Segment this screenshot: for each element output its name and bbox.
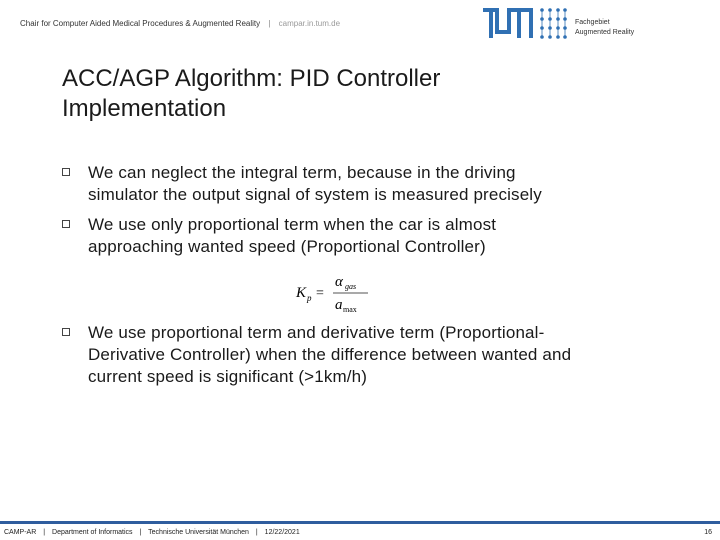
header-chair-line — [20, 19, 340, 28]
footer-org: CAMP-AR — [4, 529, 37, 536]
formula-numerator-subscript: gas — [345, 282, 357, 291]
bullet-marker-icon — [62, 220, 70, 228]
footer-date: 12/22/2021 — [264, 529, 300, 536]
footer — [4, 529, 300, 536]
bullet-line: We use proportional term and derivative term (Proportional- — [88, 323, 545, 342]
formula-lhs-subscript: p — [307, 293, 312, 303]
bullet-marker-icon — [62, 168, 70, 176]
slide-title — [62, 64, 682, 124]
bullet-item — [62, 214, 662, 258]
footer-separator: | — [43, 529, 46, 536]
bullet-line: approaching wanted speed (Proportional Controller) — [88, 237, 486, 256]
header-separator: | — [268, 19, 271, 28]
fachgebiet-line-1: Fachgebiet — [575, 19, 610, 26]
slide-title-line-1: ACC/AGP Algorithm: PID Controller — [62, 65, 441, 92]
bullet-text — [88, 214, 662, 258]
bullet-line: current speed is significant (>1km/h) — [88, 367, 368, 386]
bullet-line: We can neglect the integral term, because in the driving — [88, 163, 516, 182]
formula-numerator: α — [335, 274, 343, 290]
footer-bar — [0, 521, 720, 524]
fachgebiet-logo-icon — [538, 6, 568, 42]
footer-university: Technische Universität München — [148, 529, 249, 536]
kp-formula — [290, 268, 380, 316]
chair-name: Chair for Computer Aided Medical Procedures & Augmented Reality — [20, 19, 261, 28]
formula-lhs: K — [296, 285, 307, 301]
footer-separator: | — [255, 529, 258, 536]
footer-department: Department of Informatics — [52, 529, 133, 536]
bullet-line: We use only proportional term when the car is almost — [88, 215, 497, 234]
fachgebiet-label — [575, 18, 634, 38]
slide-title-line-2: Implementation — [62, 95, 227, 122]
formula-denominator-subscript: max — [343, 305, 357, 314]
page-number: 16 — [704, 529, 712, 536]
formula-denominator: a — [335, 297, 343, 313]
bullet-text — [88, 162, 662, 206]
bullet-line: simulator the output signal of system is measured precisely — [88, 185, 542, 204]
bullet-item — [62, 162, 662, 206]
fachgebiet-line-2: Augmented Reality — [575, 29, 635, 36]
bullet-item — [62, 322, 662, 388]
tum-logo — [483, 8, 533, 38]
bullet-line: Derivative Controller) when the difference between wanted and — [88, 345, 572, 364]
bullet-marker-icon — [62, 328, 70, 336]
formula-equals: = — [316, 286, 324, 301]
bullet-text — [88, 322, 662, 388]
header-url-link[interactable]: campar.in.tum.de — [278, 19, 341, 28]
footer-separator: | — [139, 529, 142, 536]
